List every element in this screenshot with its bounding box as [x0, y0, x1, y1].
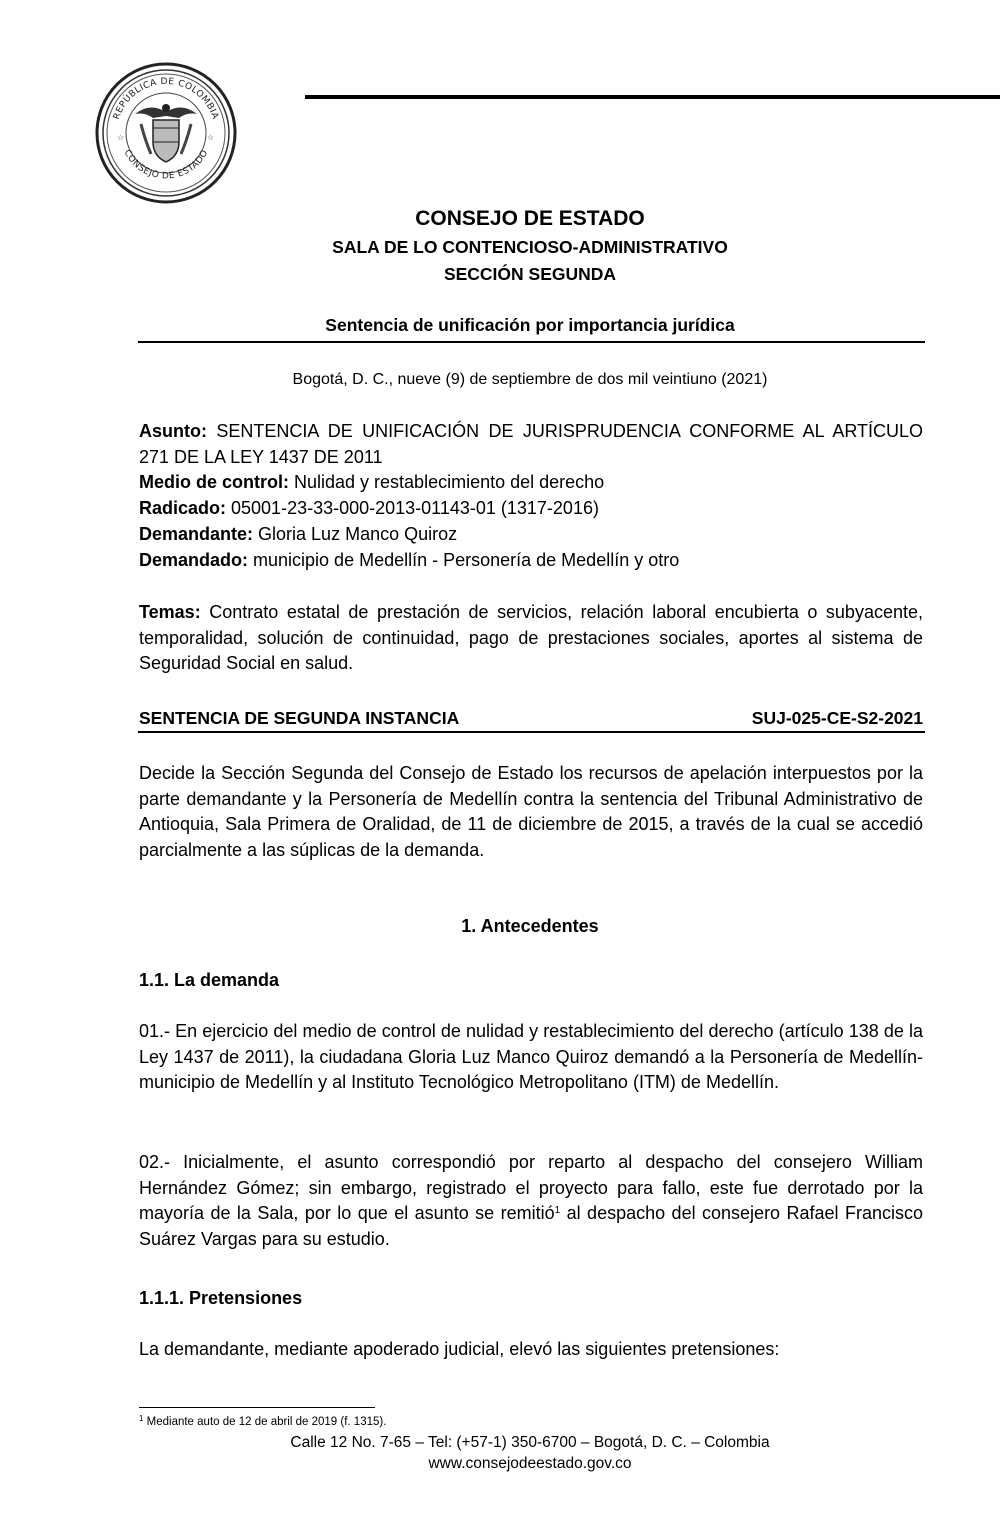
footer-address: Calle 12 No. 7-65 – Tel: (+57-1) 350-6700 – Bogotá, D. C. – Colombia — [290, 1434, 770, 1451]
subtitle-rule — [138, 341, 925, 343]
svg-text:☆: ☆ — [207, 133, 215, 142]
footnote-ref[interactable]: 1 — [554, 1205, 561, 1217]
instance-row — [139, 706, 923, 732]
medio-label: Medio de control: — [139, 472, 289, 492]
document-subtitle: Sentencia de unificación por importancia jurídica — [325, 315, 735, 335]
radicado-label: Radicado: — [139, 498, 227, 518]
paragraph-03: La demandante, mediante apoderado judicial, elevó las siguientes pretensiones: — [139, 1339, 780, 1359]
temas-value: Contrato estatal de prestación de servicios, relación laboral encubierta o subyacente, temporalidad, solución de continuidad, pago de prestaciones sociales, aportes al sistema de Seguridad Social en salud. — [139, 602, 923, 674]
section-heading-antecedentes: 1. Antecedentes — [461, 916, 599, 936]
demandado-field — [139, 548, 923, 574]
subsubsection-heading-pretensiones: 1.1.1. Pretensiones — [139, 1288, 303, 1308]
temas-label: Temas: — [139, 602, 201, 622]
seccion-title: SECCIÓN SEGUNDA — [443, 264, 617, 284]
medio-field — [139, 470, 923, 496]
footnote-rule — [139, 1407, 375, 1408]
subsection-heading-demanda: 1.1. La demanda — [139, 970, 280, 990]
footnote-text: Mediante auto de 12 de abril de 2019 (f. 1315). — [143, 1416, 387, 1428]
asunto-label: Asunto: — [139, 421, 207, 441]
header-top-rule — [305, 95, 1000, 99]
svg-text:CONSEJO DE ESTADO: CONSEJO DE ESTADO — [121, 148, 211, 182]
document-date: Bogotá, D. C., nueve (9) de septiembre de dos mil veintiuno (2021) — [292, 371, 768, 388]
demandado-value: municipio de Medellín - Personería de Medellín y otro — [248, 550, 680, 570]
paragraph-01: 01.- En ejercicio del medio de control de nulidad y restablecimiento del derecho (artículo 138 de la Ley 1437 de 2011), la ciudadana Gloria Luz Manco Quiroz demandó a la Personería de Medellín-municipio de Medellín y al Instituto Tecnológico Metropolitano (ITM) de Medellín. — [139, 1021, 923, 1093]
asunto-field — [139, 419, 923, 470]
footer-website[interactable]: www.consejodeestado.gov.co — [428, 1455, 632, 1472]
svg-text:REPÚBLICA DE COLOMBIA: REPÚBLICA DE COLOMBIA — [112, 76, 220, 121]
sentence-code: SUJ-025-CE-S2-2021 — [751, 708, 923, 728]
asunto-value: SENTENCIA DE UNIFICACIÓN DE JURISPRUDENCIA CONFORME AL ARTÍCULO 271 DE LA LEY 1437 DE 2011 — [139, 421, 923, 467]
intro-paragraph: Decide la Sección Segunda del Consejo de Estado los recursos de apelación interpuestos por la parte demandante y la Personería de Medellín contra la sentencia del Tribunal Administrativo de Antioquia, Sala Primera de Oralidad, de 11 de diciembre de 2015, a través de la cual se accedió parcialmente a las súplicas de la demanda. — [139, 763, 923, 860]
demandante-value: Gloria Luz Manco Quiroz — [253, 524, 458, 544]
radicado-field — [139, 496, 923, 522]
sala-title: SALA DE LO CONTENCIOSO-ADMINISTRATIVO — [332, 237, 728, 257]
page-footer — [30, 1432, 1000, 1474]
medio-value: Nulidad y restablecimiento del derecho — [289, 472, 605, 492]
svg-text:☆: ☆ — [117, 133, 125, 142]
consejo-de-estado-seal — [95, 62, 237, 204]
demandante-field — [139, 522, 923, 548]
instance-title: SENTENCIA DE SEGUNDA INSTANCIA — [139, 708, 460, 728]
paragraph-02-text-a: 02.- Inicialmente, el asunto correspondió por reparto al despacho del consejero William Hernández Gómez; sin embargo, registrado el proyecto para fallo, este fue derrotado por la mayoría de la Sala, por lo que el asunto se remitió — [139, 1152, 923, 1224]
demandado-label: Demandado: — [139, 550, 249, 570]
institution-title: CONSEJO DE ESTADO — [415, 207, 645, 230]
demandante-label: Demandante: — [139, 524, 254, 544]
paragraph-02 — [139, 1150, 923, 1252]
footnote — [139, 1416, 386, 1428]
paragraph-02-text-b: al despacho del consejero Rafael Francisco Suárez Vargas para su estudio. — [139, 1203, 923, 1249]
instance-rule — [138, 731, 925, 733]
radicado-value: 05001-23-33-000-2013-01143-01 (1317-2016) — [226, 498, 599, 518]
footnote-number: 1 — [139, 1414, 144, 1423]
temas-field — [139, 600, 923, 677]
